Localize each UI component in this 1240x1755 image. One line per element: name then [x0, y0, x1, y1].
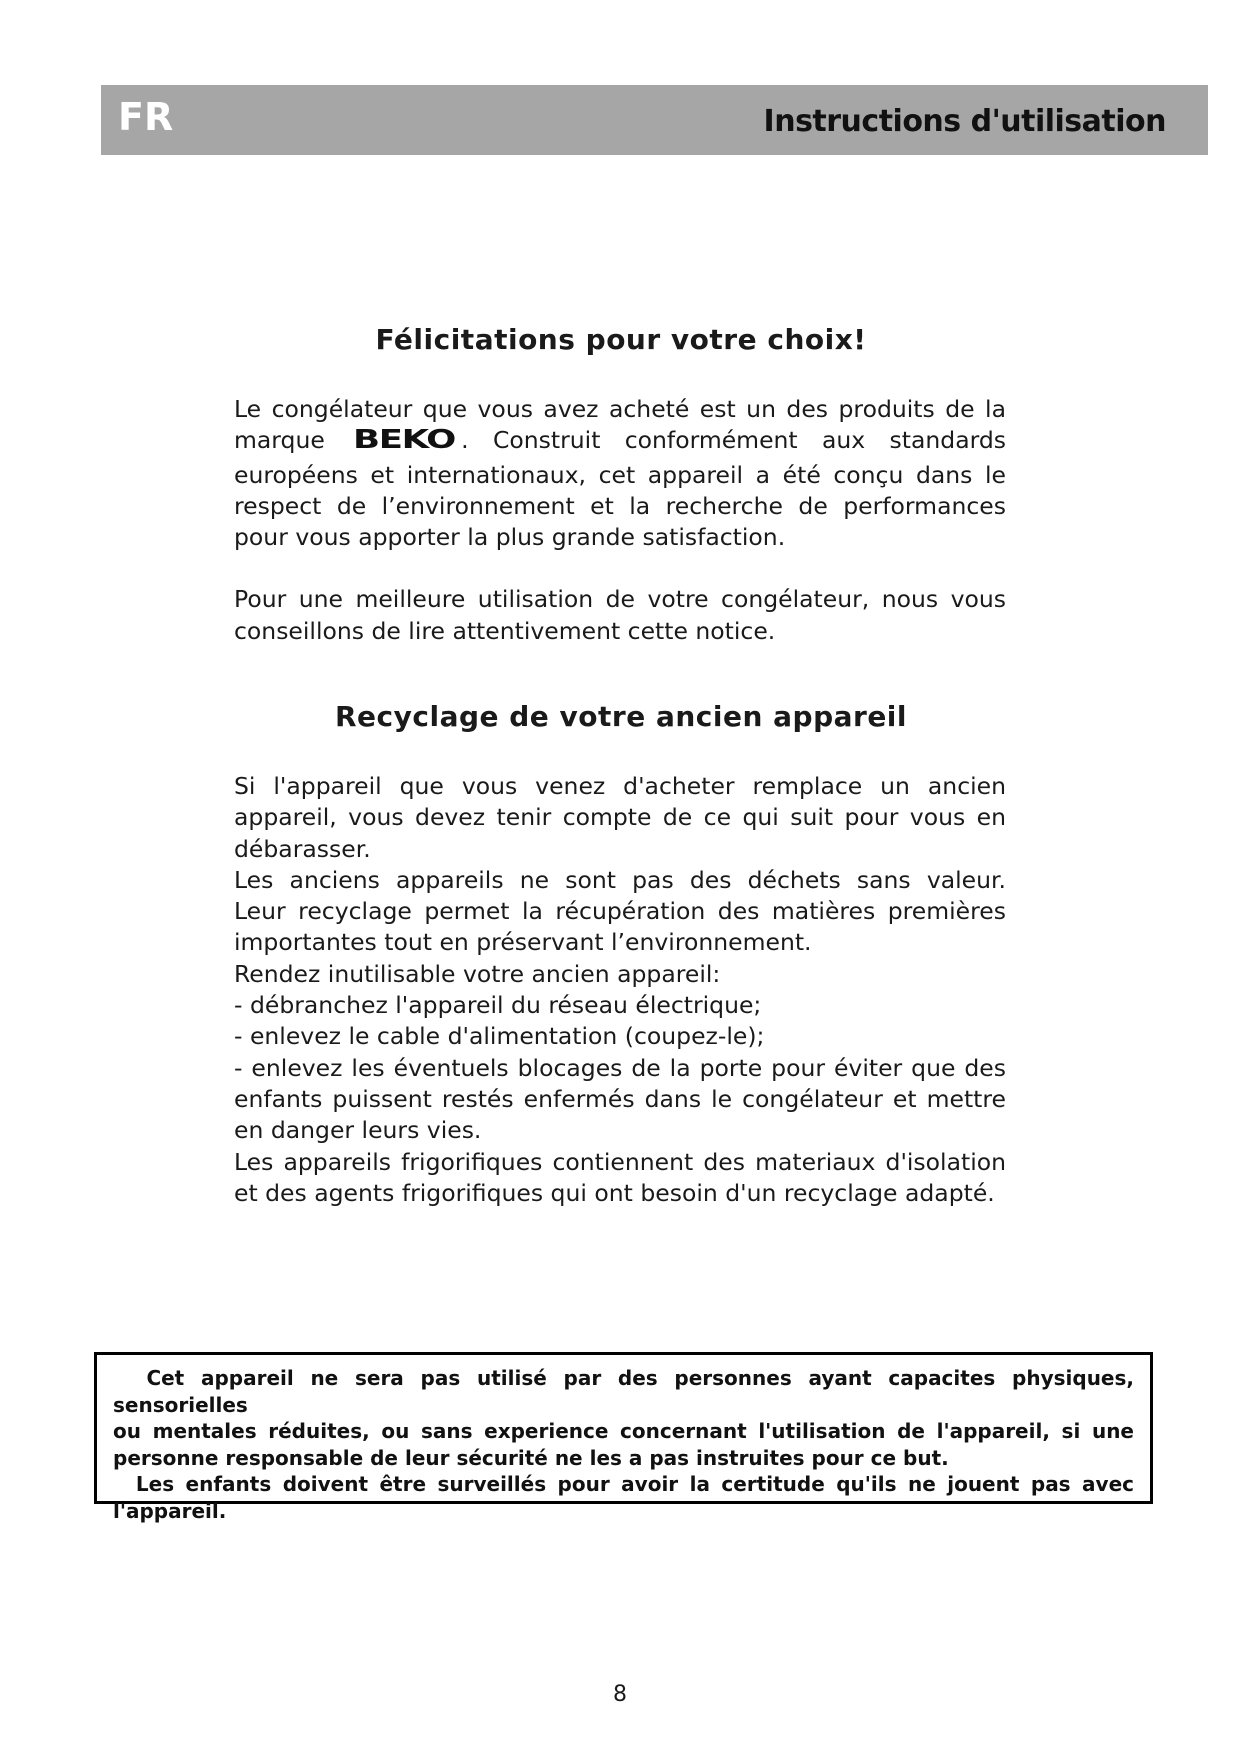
text-line: en danger leurs vies. [234, 1116, 482, 1145]
section-title-congratulations: Félicitations pour votre choix! [375, 323, 867, 356]
advice-paragraph [234, 584, 1006, 647]
text-line: Si l'appareil que vous venez d'acheter remplace un ancien [234, 772, 1006, 800]
section-recycling-body [234, 771, 1006, 1209]
document-title: Instructions d'utilisation [763, 104, 1166, 139]
intro-paragraph [234, 394, 1006, 553]
header-bar [101, 85, 1208, 155]
text-line: appareil, vous devez tenir compte de ce qui suit pour vous en [234, 803, 1006, 832]
notice-line: Les enfants doivent être surveillés pour avoir la certitude qu'ils ne jouent pas avec [113, 1472, 1134, 1496]
language-code: FR [118, 95, 174, 139]
text-line-with-logo [234, 425, 1006, 459]
page-number: 8 [613, 1682, 627, 1707]
text-line: Leur recyclage permet la récupération des matières premières [234, 897, 1006, 926]
beko-logo-text: BEKO [353, 427, 456, 452]
notice-line: Cet appareil ne sera pas utilisé par des personnes ayant capacites physiques, sensorielles [113, 1366, 1134, 1417]
text-line: importantes tout en préservant l’environnement. [234, 928, 812, 957]
text-fragment: marque [234, 426, 350, 455]
beko-logo-graphic [353, 427, 457, 451]
list-item: - enlevez les éventuels blocages de la porte pour éviter que des [234, 1053, 1006, 1082]
notice-line: ou mentales réduites, ou sans experience concernant l'utilisation de l'appareil, si une [113, 1419, 1134, 1443]
section-title-recycling: Recyclage de votre ancien appareil [334, 700, 908, 733]
text-fragment: . Construit conformément aux standards [461, 426, 1006, 455]
text-line: conseillons de lire attentivement cette notice. [234, 616, 776, 645]
recycling-paragraph [234, 771, 1006, 1209]
safety-notice-text [113, 1365, 1134, 1524]
text-line: débarasser. [234, 834, 371, 863]
safety-notice-box [94, 1352, 1153, 1523]
text-line: enfants puissent restés enfermés dans le congélateur et mettre [234, 1084, 1006, 1113]
text-line: respect de l’environnement et la recherche de performances [234, 491, 1006, 520]
beko-logo [353, 427, 457, 459]
list-item: - enlevez le cable d'alimentation (coupez-le); [234, 1022, 765, 1051]
text-line: Les anciens appareils ne sont pas des déchets sans valeur. [234, 865, 1006, 894]
text-line: européens et internationaux, cet appareil a été conçu dans le [234, 460, 1006, 489]
text-line: Les appareils frigorifiques contiennent des materiaux d'isolation [234, 1147, 1006, 1176]
section-congratulations-body [234, 394, 1006, 647]
list-item: - débranchez l'appareil du réseau électrique; [234, 991, 762, 1020]
text-line: et des agents frigorifiques qui ont besoin d'un recyclage adapté. [234, 1178, 995, 1207]
notice-line: personne responsable de leur sécurité ne les a pas instruites pour ce but. [113, 1445, 949, 1470]
text-line: Pour une meilleure utilisation de votre congélateur, nous vous [234, 585, 1006, 614]
text-line: Rendez inutilisable votre ancien appareil: [234, 959, 721, 988]
notice-line: l'appareil. [113, 1498, 227, 1523]
text-line: Le congélateur que vous avez acheté est un des produits de la [234, 395, 1006, 423]
text-line: pour vous apporter la plus grande satisfaction. [234, 523, 786, 552]
